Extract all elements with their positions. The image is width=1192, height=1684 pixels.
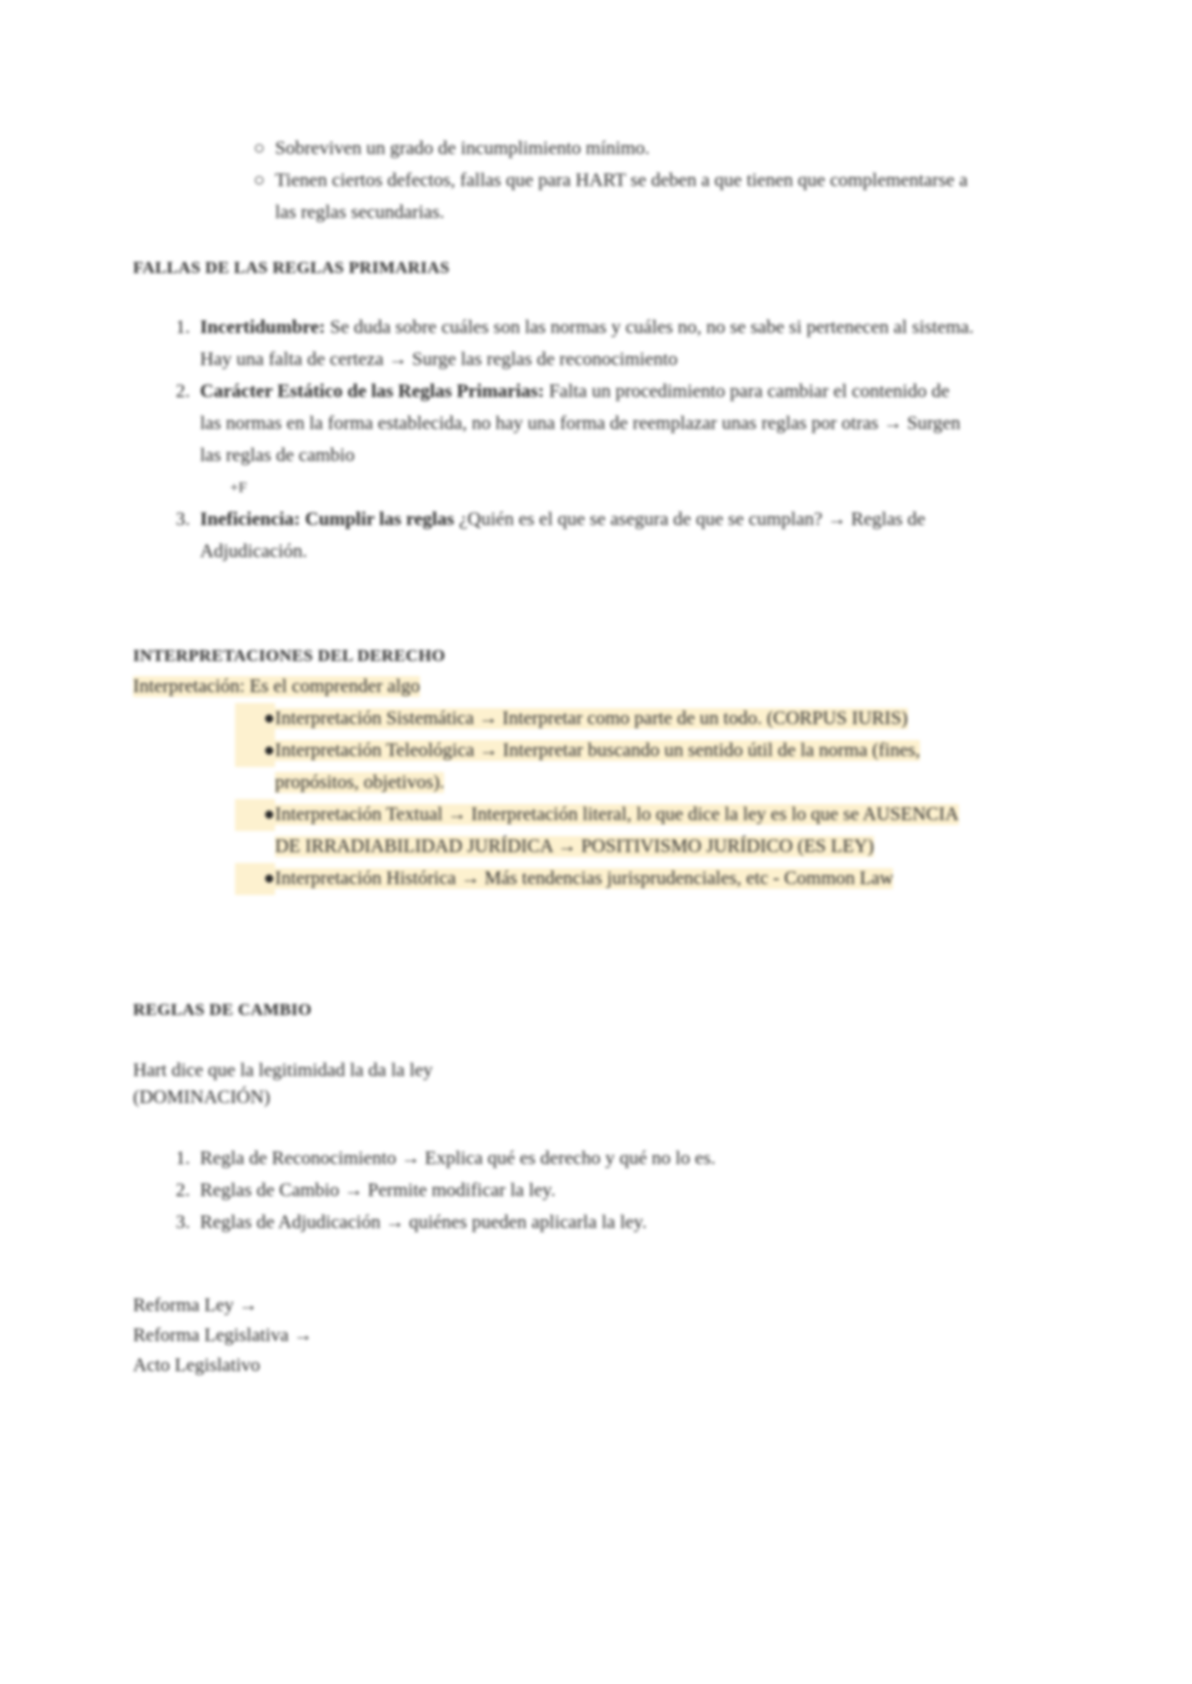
list-item-text: +F	[230, 480, 247, 496]
list-item-text: Reglas de Adjudicación → quiénes pueden aplicarla la ley.	[200, 1212, 647, 1233]
list-item-lead: Carácter Estático de las Reglas Primarias:	[200, 381, 545, 402]
bullet-icon: ●	[235, 799, 275, 831]
list-number: 3.	[175, 1212, 190, 1233]
bullet-icon: ●	[235, 863, 275, 895]
fallas-list	[0, 312, 1192, 568]
paragraph-line: Hart dice que la legitimidad la da la ley	[133, 1060, 433, 1081]
list-item-text: Se duda sobre cuáles son las normas y cuáles no, no se sabe si pertenecen al sistema. Hay una falta de certeza → Surge las reglas de reconocimiento	[200, 317, 974, 370]
list-item	[0, 1175, 975, 1207]
list-item	[0, 472, 975, 504]
list-item	[0, 799, 975, 863]
list-item-text: Regla de Reconocimiento → Explica qué es derecho y qué no lo es.	[200, 1148, 716, 1169]
list-number: 2.	[175, 1180, 190, 1201]
section-heading: REGLAS DE CAMBIO	[133, 1000, 312, 1019]
list-item	[0, 1143, 975, 1175]
highlighted-subheading: Interpretación: Es el comprender algo	[133, 676, 420, 697]
list-number: 3.	[175, 509, 190, 530]
reglas-list	[0, 1143, 1192, 1239]
paragraph-line: (DOMINACIÓN)	[133, 1087, 271, 1108]
list-item	[0, 863, 975, 895]
interpretation-list	[0, 703, 1192, 895]
top-bullet-list	[0, 133, 1192, 229]
list-item	[0, 703, 975, 735]
circle-bullet-icon: ○	[253, 138, 265, 159]
list-item	[0, 735, 975, 799]
list-item-text: Interpretación Histórica → Más tendencias jurisprudenciales, etc - Common Law	[275, 868, 894, 889]
list-item	[0, 165, 975, 229]
bullet-icon: ●	[235, 703, 275, 735]
circle-bullet-icon: ○	[253, 170, 265, 191]
list-item-text: Interpretación Teleológica → Interpretar buscando un sentido útil de la norma (fines, propósitos, objetivos).	[275, 740, 921, 793]
paragraph-line: Reforma Ley →	[133, 1295, 258, 1316]
list-number: 1.	[175, 317, 190, 338]
list-number: 1.	[175, 1148, 190, 1169]
list-item	[0, 312, 975, 376]
list-item-text: Sobreviven un grado de incumplimiento mínimo.	[275, 138, 650, 159]
list-item-text: Falta un procedimiento para cambiar el contenido de las normas en la forma establecida, no hay una forma de reemplazar unas reglas por otras → Surgen las reglas de cambio	[200, 381, 961, 466]
paragraph-line: Acto Legislativo	[133, 1355, 261, 1376]
list-item-text: Reglas de Cambio → Permite modificar la ley.	[200, 1180, 556, 1201]
list-item	[0, 133, 975, 165]
list-item-text: ¿Quién es el que se asegura de que se cumplan? → Reglas de Adjudicación.	[200, 509, 926, 562]
list-item-lead: Incertidumbre:	[200, 317, 326, 338]
list-item	[0, 504, 975, 568]
list-item-text: Tienen ciertos defectos, fallas que para HART se deben a que tienen que complementarse a las reglas secundarias.	[275, 170, 968, 223]
list-item-lead: Ineficiencia: Cumplir las reglas	[200, 509, 455, 530]
section-heading: INTERPRETACIONES DEL DERECHO	[133, 646, 446, 665]
section-heading: FALLAS DE LAS REGLAS PRIMARIAS	[133, 258, 450, 277]
list-item	[0, 376, 975, 472]
paragraph-line: Reforma Legislativa →	[133, 1325, 313, 1346]
list-item-text: Interpretación Sistemática → Interpretar como parte de un todo. (CORPUS IURIS)	[275, 708, 908, 729]
bullet-icon: ●	[235, 735, 275, 767]
list-item-text: Interpretación Textual → Interpretación literal, lo que dice la ley es lo que se AUSENCIA DE IRRADIABILIDAD JURÍDICA → POSITIVISMO JURÍDICO (ES LEY)	[275, 804, 959, 857]
list-item	[0, 1207, 975, 1239]
list-number: 2.	[175, 381, 190, 402]
